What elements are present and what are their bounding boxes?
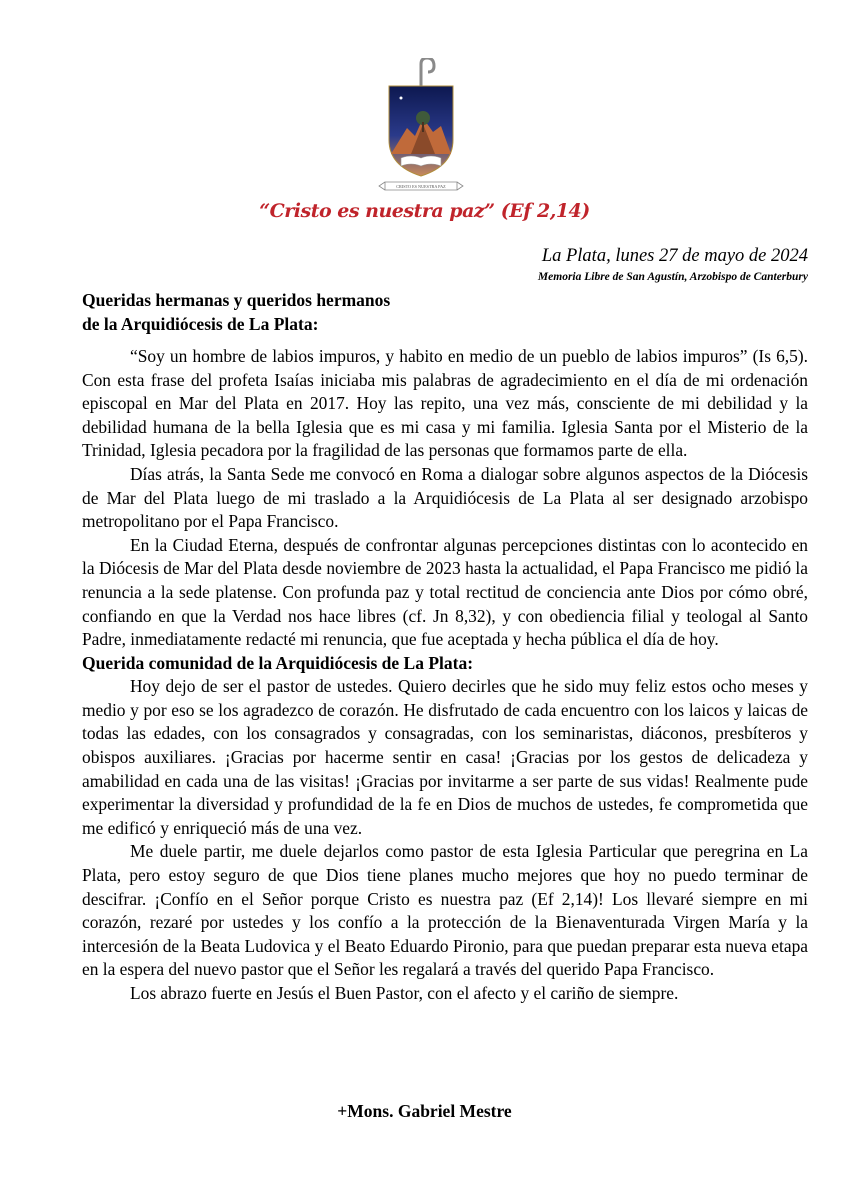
paragraph-5: Me duele partir, me duele dejarlos como pastor de esta Iglesia Particular que peregrina en La Plata, pero estoy seguro de que Dios tiene planes mucho mejores que hoy no puedo terminar de descifrar. ¡Confío en el Señor porque Cristo es nuestra paz (Ef 2,14)! Los llevaré siempre en mi corazón, rezaré por ustedes y los confío a la protección de la Bienaventurada Virgen María y la intercesión de la Beata Ludovica y el Beato Eduardo Pironio, para que puedan preparar esta nueva etapa en la espera del nuevo pastor que el Señor les regalará a través del querido Papa Francisco. [82,841,808,980]
crest-banner-text: CRISTO ES NUESTRA PAZ [396,184,446,189]
greeting-line-2: de la Arquidiócesis de La Plata: [82,313,319,334]
episcopal-crest-logo [371,58,471,198]
greeting-second: Querida comunidad de la Arquidiócesis de La Plata: [82,652,474,673]
paragraph-4: Hoy dejo de ser el pastor de ustedes. Quiero decirles que he sido muy feliz estos ocho meses y medio y por eso se los agradezco de corazón. He disfrutado de cada encuentro con los laicos y laicas de todas las edades, con los consagrados y consagradas, con los seminaristas, diáconos, presbíteros y obispos auxiliares. ¡Gracias por hacerme sentir en casa! ¡Gracias por los gestos de delicadeza y amabilidad en cada una de las visitas! ¡Gracias por invitarme a ser parte de sus vidas! Realmente pude experimentar la diversidad y profundidad de la fe en Dios de muchos de ustedes, fe comprometida que me edificó y enriqueció más de una vez. [82,676,808,838]
date-line: La Plata, lunes 27 de mayo de 2024 [541,246,808,266]
paragraph-3: En la Ciudad Eterna, después de confrontar algunas percepciones distintas con lo acontecido en la Diócesis de Mar del Plata desde noviembre de 2023 hasta la actualidad, el Papa Francisco me pidió la renuncia a la sede platense. Con profunda paz y total rectitud de conciencia ante Dios por cómo obré, confiando en que la Verdad nos hace libres (cf. Jn 8,32), y con obediencia filial y teologal al Santo Padre, inmediatamente redacté mi renuncia, que fue aceptada y hecha pública el día de hoy. [82,534,808,650]
motto-title: “Cristo es nuestra paz” (Ef 2,14) [259,200,590,222]
paragraph-6: Los abrazo fuerte en Jesús el Buen Pastor, con el afecto y el cariño de siempre. [130,982,679,1003]
greeting-first [82,289,808,336]
paragraph-1: “Soy un hombre de labios impuros, y habito en medio de un pueblo de labios impuros” (Is 6,5). Con esta frase del profeta Isaías iniciaba mis palabras de agradecimiento en el día de mi ordenación episcopal en Mar del Plata en 2017. Hoy las repito, una vez más, consciente de mi debilidad y la debilidad humana de la bella Iglesia que es mi casa y mi familia. Iglesia Santa por el Misterio de la Trinidad, Iglesia pecadora por la fragilidad de las personas que formamos parte de ella. [82,346,808,461]
greeting-line-1: Queridas hermanas y queridos hermanos [82,290,391,310]
memoria-line: Memoria Libre de San Agustín, Arzobispo de Canterbury [537,271,808,283]
signature: +Mons. Gabriel Mestre [337,1101,512,1121]
paragraph-2: Días atrás, la Santa Sede me convocó en Roma a dialogar sobre algunos aspectos de la Diócesis de Mar del Plata luego de mi traslado a la Arquidiócesis de La Plata al ser designado arzobispo metropolitano por el Papa Francisco. [82,463,808,532]
letter-body [82,289,808,1006]
